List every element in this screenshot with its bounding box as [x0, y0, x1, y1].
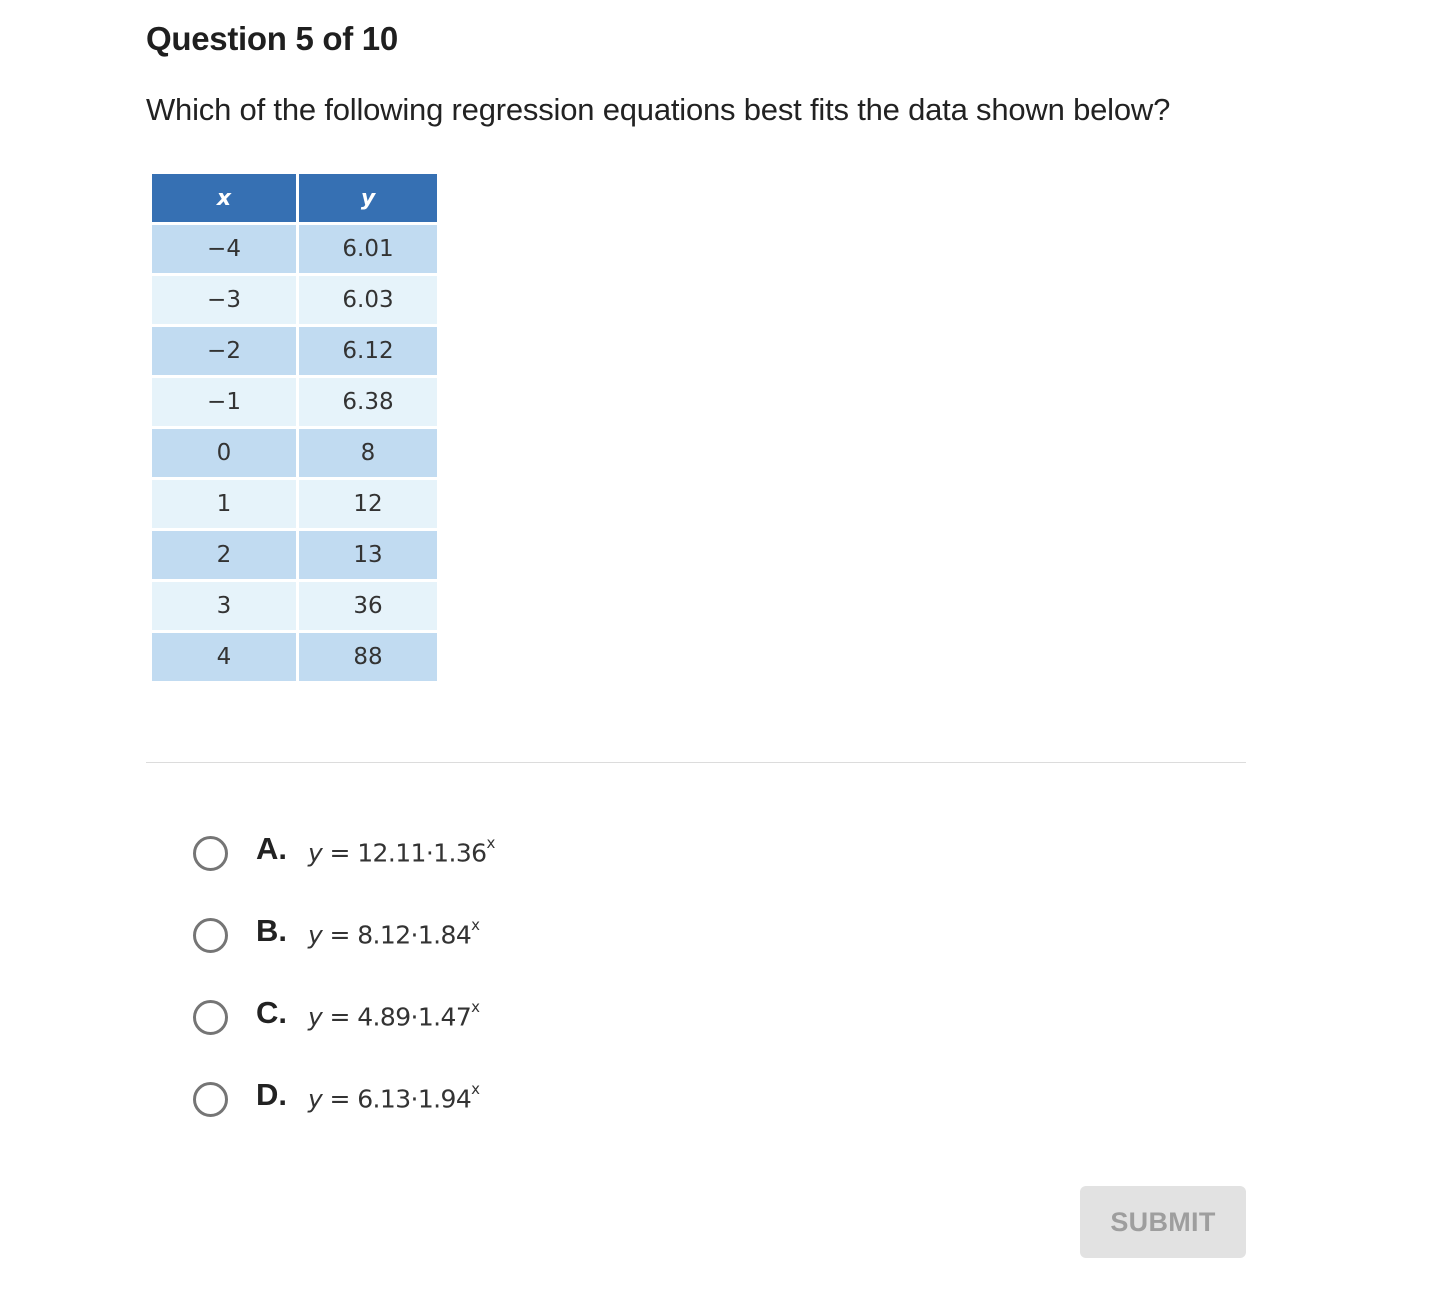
equation-rhs: = 8.12·1.84 [322, 920, 472, 950]
equation-variable: y [308, 920, 323, 950]
equation-rhs: = 6.13·1.94 [322, 1084, 472, 1114]
equation-exponent: x [471, 1080, 480, 1099]
option-equation [308, 834, 495, 868]
cell-y: 12 [299, 480, 437, 528]
equation-exponent: x [471, 916, 480, 935]
cell-x: 0 [152, 429, 296, 477]
option-letter: A. [256, 831, 287, 866]
table-row [152, 225, 437, 273]
equation-exponent: x [486, 834, 495, 853]
cell-x: −3 [152, 276, 296, 324]
cell-y: 6.03 [299, 276, 437, 324]
submit-button[interactable]: SUBMIT [1080, 1186, 1246, 1258]
equation-rhs: = 4.89·1.47 [322, 1002, 472, 1032]
option-letter: C. [256, 995, 287, 1030]
table-row [152, 582, 437, 630]
table-row [152, 276, 437, 324]
cell-x: −4 [152, 225, 296, 273]
table-row [152, 633, 437, 681]
equation-variable: y [308, 838, 323, 868]
radio-button-a[interactable] [193, 836, 228, 871]
cell-y: 36 [299, 582, 437, 630]
equation-variable: y [308, 1084, 323, 1114]
cell-y: 6.01 [299, 225, 437, 273]
option-equation [308, 1080, 480, 1114]
data-table [149, 171, 440, 684]
option-equation [308, 916, 480, 950]
answer-option-d[interactable] [193, 1058, 993, 1140]
table-row [152, 378, 437, 426]
cell-x: 4 [152, 633, 296, 681]
cell-y: 6.12 [299, 327, 437, 375]
cell-y: 8 [299, 429, 437, 477]
option-letter: D. [256, 1077, 287, 1112]
table-row [152, 429, 437, 477]
cell-x: −2 [152, 327, 296, 375]
answer-option-c[interactable] [193, 976, 993, 1058]
option-letter: B. [256, 913, 287, 948]
answer-options [193, 812, 993, 1140]
question-prompt: Which of the following regression equations best fits the data shown below? [146, 92, 1171, 127]
cell-y: 13 [299, 531, 437, 579]
radio-button-d[interactable] [193, 1082, 228, 1117]
question-counter: Question 5 of 10 [146, 20, 398, 57]
column-header-y: y [299, 174, 437, 222]
section-divider [146, 762, 1246, 763]
equation-variable: y [308, 1002, 323, 1032]
cell-x: 3 [152, 582, 296, 630]
cell-x: 1 [152, 480, 296, 528]
cell-y: 6.38 [299, 378, 437, 426]
cell-y: 88 [299, 633, 437, 681]
equation-exponent: x [471, 998, 480, 1017]
equation-rhs: = 12.11·1.36 [322, 838, 487, 868]
cell-x: 2 [152, 531, 296, 579]
radio-button-b[interactable] [193, 918, 228, 953]
table-row [152, 531, 437, 579]
radio-button-c[interactable] [193, 1000, 228, 1035]
answer-option-a[interactable] [193, 812, 993, 894]
option-equation [308, 998, 480, 1032]
column-header-x: x [152, 174, 296, 222]
answer-option-b[interactable] [193, 894, 993, 976]
cell-x: −1 [152, 378, 296, 426]
table-row [152, 480, 437, 528]
table-row [152, 327, 437, 375]
table-header-row [152, 174, 437, 222]
